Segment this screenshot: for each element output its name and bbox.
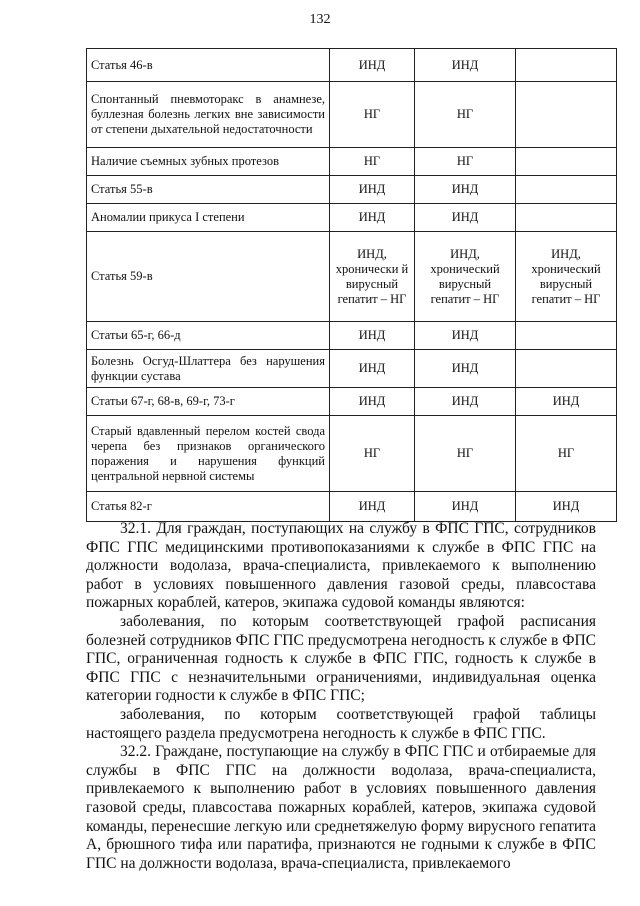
category-cell xyxy=(330,492,415,522)
category-text: ИНД xyxy=(451,210,479,224)
category-cell xyxy=(415,322,516,350)
category-text: НГ xyxy=(456,107,474,121)
category-cell xyxy=(415,49,516,82)
category-text: ИНД xyxy=(358,210,386,224)
category-cell xyxy=(415,148,516,176)
category-cell xyxy=(415,82,516,148)
category-text: ИНД, хронический вирусный гепатит – НГ xyxy=(531,246,601,306)
category-cell xyxy=(330,416,415,492)
category-text: ИНД, хронический вирусный гепатит – НГ xyxy=(430,246,500,306)
category-text: НГ xyxy=(456,154,474,168)
category-cell xyxy=(330,350,415,388)
condition-cell xyxy=(87,49,330,82)
category-cell xyxy=(516,148,617,176)
table-row xyxy=(87,82,617,148)
category-cell xyxy=(415,388,516,416)
condition-cell xyxy=(87,148,330,176)
category-text: ИНД xyxy=(358,361,386,375)
category-cell xyxy=(516,176,617,204)
category-text: НГ xyxy=(363,154,381,168)
category-cell xyxy=(415,176,516,204)
condition-cell xyxy=(87,322,330,350)
category-text: ИНД xyxy=(552,499,580,513)
condition-cell xyxy=(87,492,330,522)
category-text: НГ xyxy=(363,107,381,121)
category-text: НГ xyxy=(557,446,575,460)
paragraph: заболевания, по которым соответствующей графой расписания болезней сотрудников ФПС ГПС предусмотрена негодность к службе в ФПС ГПС, ограниченная годность к службе в ФПС ГПС, годность к службе в ФПС ГПС с незначительными ограничениями, индивидуальная оценка категории годности к службе в ФПС ГПС; xyxy=(86,612,596,705)
condition-cell xyxy=(87,204,330,232)
table-row xyxy=(87,49,617,82)
condition-text: Статьи 67-г, 68-в, 69-г, 73-г xyxy=(91,394,235,408)
category-cell xyxy=(516,232,617,322)
page-number: 132 xyxy=(309,12,331,27)
condition-text: Старый вдавленный перелом костей свода черепа без признаков органического поражения и нарушения функций центральной нервной системы xyxy=(91,423,325,483)
table-row xyxy=(87,232,617,322)
category-text: ИНД xyxy=(358,328,386,342)
category-cell xyxy=(330,82,415,148)
condition-cell xyxy=(87,416,330,492)
category-cell xyxy=(330,148,415,176)
category-text: ИНД xyxy=(358,57,386,72)
category-text: ИНД xyxy=(552,394,580,408)
condition-cell xyxy=(87,232,330,322)
condition-text: Болезнь Осгуд-Шлаттера без нарушения функции сустава xyxy=(91,353,325,383)
category-text: ИНД xyxy=(358,394,386,408)
category-cell xyxy=(415,204,516,232)
table-row xyxy=(87,322,617,350)
table-row xyxy=(87,148,617,176)
category-text: ИНД xyxy=(451,328,479,342)
category-text: ИНД xyxy=(358,182,386,196)
body-text xyxy=(86,520,596,873)
table-row xyxy=(87,416,617,492)
condition-text: Статья 82-г xyxy=(91,499,152,513)
condition-cell xyxy=(87,388,330,416)
paragraph: заболевания, по которым соответствующей графой таблицы настоящего раздела предусмотрена негодность к службе в ФПС ГПС. xyxy=(86,705,596,742)
category-cell xyxy=(516,416,617,492)
category-cell xyxy=(516,388,617,416)
table-row xyxy=(87,204,617,232)
category-cell xyxy=(415,232,516,322)
paragraph: 32.1. Для граждан, поступающих на службу в ФПС ГПС, сотрудников ФПС ГПС медицинскими противопоказаниями к службе в ФПС ГПС на должности водолаза, врача-специалиста, привлекаемого к выполнению работ в условиях повышенного давления газовой среды, плавсостава пожарных кораблей, катеров, экипажа судовой команды являются: xyxy=(86,520,596,612)
condition-text: Наличие съемных зубных протезов xyxy=(91,154,279,168)
category-cell xyxy=(330,388,415,416)
category-cell xyxy=(516,322,617,350)
condition-text: Спонтанный пневмоторакс в анамнезе, буллезная болезнь легких вне зависимости от степени дыхательной недостаточности xyxy=(91,92,325,136)
category-cell xyxy=(516,49,617,82)
category-text: НГ xyxy=(363,446,381,460)
condition-text: Статьи 65-г, 66-д xyxy=(91,328,181,342)
condition-cell xyxy=(87,176,330,204)
category-cell xyxy=(516,350,617,388)
category-cell xyxy=(516,82,617,148)
condition-text: Аномалии прикуса I степени xyxy=(91,210,245,224)
table-row xyxy=(87,176,617,204)
fitness-table-body xyxy=(87,49,617,522)
category-text: ИНД xyxy=(451,499,479,513)
category-text: ИНД xyxy=(451,361,479,375)
table-row xyxy=(87,350,617,388)
paragraph: 32.2. Граждане, поступающие на службу в ФПС ГПС и отбираемые для службы в ФПС ГПС на должности водолаза, врача-специалиста, привлекаемого к выполнению работ в условиях повышенного давления газовой среды, плавсостава пожарных кораблей, катеров, экипажа судовой команды, перенесшие легкую или среднетяжелую форму вирусного гепатита А, брюшного тифа или паратифа, признаются не годными к службе в ФПС ГПС на должности водолаза, врача-специалиста, привлекаемого xyxy=(86,743,596,872)
category-cell xyxy=(330,204,415,232)
category-cell xyxy=(330,322,415,350)
table-row xyxy=(87,492,617,522)
table-row xyxy=(87,388,617,416)
condition-text: Статья 46-в xyxy=(91,57,153,72)
category-cell xyxy=(415,350,516,388)
category-text: ИНД xyxy=(451,57,479,72)
category-cell xyxy=(330,232,415,322)
category-text: ИНД xyxy=(451,182,479,196)
condition-cell xyxy=(87,350,330,388)
condition-text: Статья 55-в xyxy=(91,182,153,196)
fitness-table xyxy=(86,48,617,522)
category-text: НГ xyxy=(456,446,474,460)
condition-text: Статья 59-в xyxy=(91,269,153,283)
condition-cell xyxy=(87,82,330,148)
category-cell xyxy=(415,416,516,492)
category-text: ИНД xyxy=(358,499,386,513)
category-cell xyxy=(516,492,617,522)
category-text: ИНД xyxy=(451,394,479,408)
category-cell xyxy=(330,176,415,204)
category-text: ИНД, хронически й вирусный гепатит – НГ xyxy=(335,246,409,306)
category-cell xyxy=(516,204,617,232)
category-cell xyxy=(415,492,516,522)
category-cell xyxy=(330,49,415,82)
